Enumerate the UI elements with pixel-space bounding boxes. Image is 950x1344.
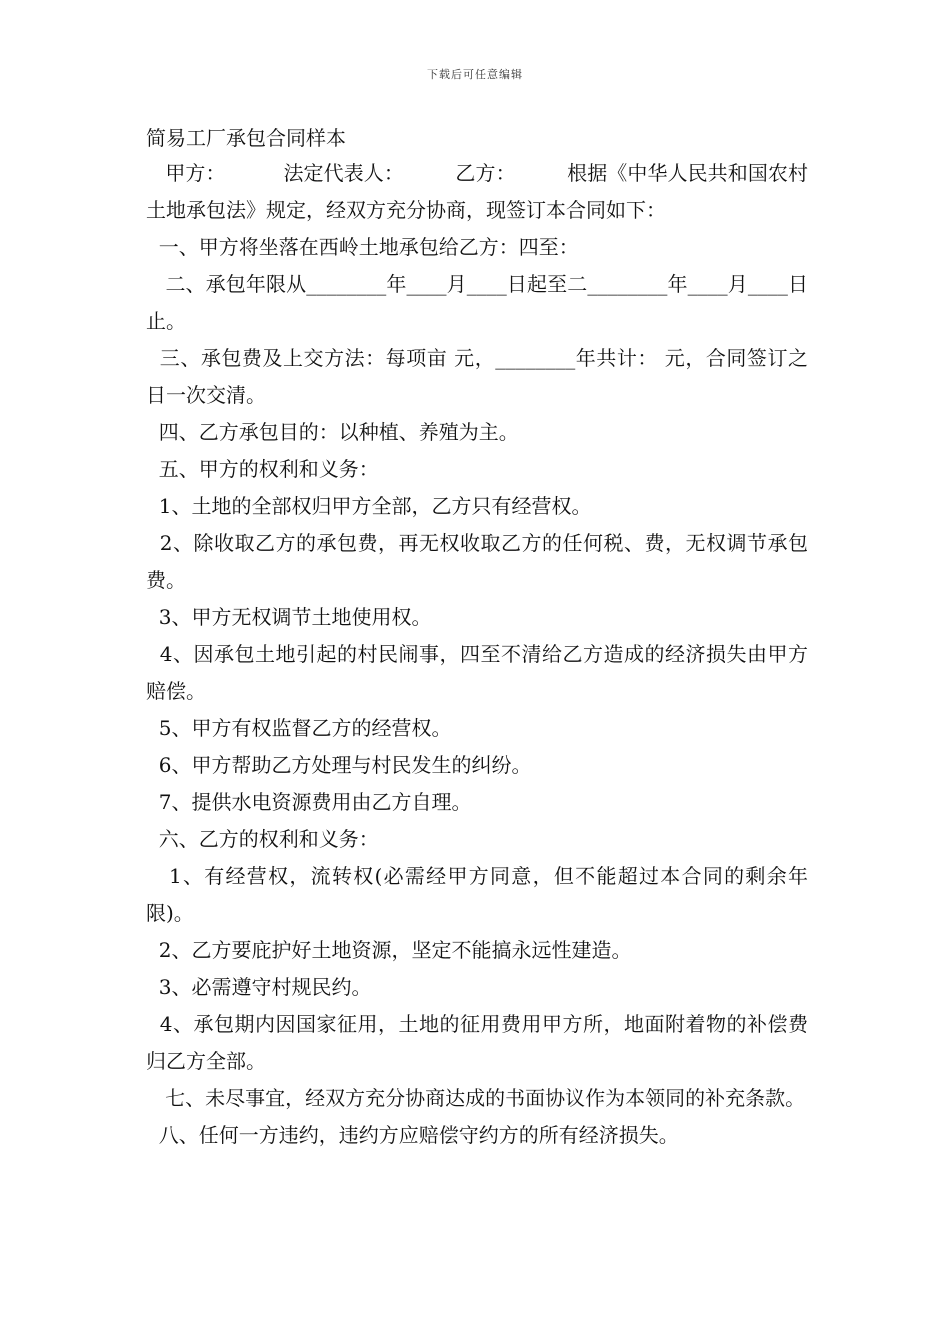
clause-5-item-4: 4、因承包土地引起的村民闹事，四至不清给乙方造成的经济损失由甲方赔偿。 [146,642,808,703]
clause-5-item-1: 1、土地的全部权归甲方全部，乙方只有经营权。 [146,494,592,518]
clause-5-item-3: 3、甲方无权调节土地使用权。 [146,605,432,629]
clause-2-term: 二、承包年限从________年____月____日起至二________年____月____日止。 [146,272,808,333]
clause-5-item-6: 6、甲方帮助乙方处理与村民发生的纠纷。 [146,753,532,777]
clause-1-location: 一、甲方将坐落在西岭土地承包给乙方：四至： [146,235,579,259]
clause-6-item-1: 1、有经营权，流转权(必需经甲方同意，但不能超过本合同的剩余年限)。 [146,864,809,925]
clause-5-item-5: 5、甲方有权监督乙方的经营权。 [146,716,452,740]
page-header-note: 下载后可任意编辑 [427,68,523,81]
clause-6-item-3: 3、必需遵守村规民约。 [146,975,372,999]
clause-5-item-7: 7、提供水电资源费用由乙方自理。 [146,790,472,814]
document-title: 简易工厂承包合同样本 [146,126,346,150]
clause-3-fee: 三、承包费及上交方法：每项亩 元，________年共计： 元，合同签订之日一次交清。 [146,346,809,407]
paragraph-parties: 甲方： 法定代表人： 乙方： 根据《中华人民共和国农村土地承包法》规定，经双方充分协商，现签订本合同如下： [146,161,808,222]
contract-body [146,155,808,1154]
clause-6-item-4: 4、承包期内因国家征用，土地的征用费用甲方所，地面附着物的补偿费归乙方全部。 [146,1012,808,1073]
clause-6-item-2: 2、乙方要庇护好土地资源，坚定不能搞永远性建造。 [146,938,632,962]
clause-5-item-2: 2、除收取乙方的承包费，再无权收取乙方的任何税、费，无权调节承包费。 [146,531,808,592]
clause-8-breach: 八、任何一方违约，违约方应赔偿守约方的所有经济损失。 [146,1123,679,1147]
clause-6-heading: 六、乙方的权利和义务： [146,827,379,851]
clause-4-purpose: 四、乙方承包目的：以种植、养殖为主。 [146,420,519,444]
clause-5-heading: 五、甲方的权利和义务： [146,457,379,481]
clause-7-supplement: 七、未尽事宜，经双方充分协商达成的书面协议作为本领同的补充条款。 [146,1086,806,1110]
